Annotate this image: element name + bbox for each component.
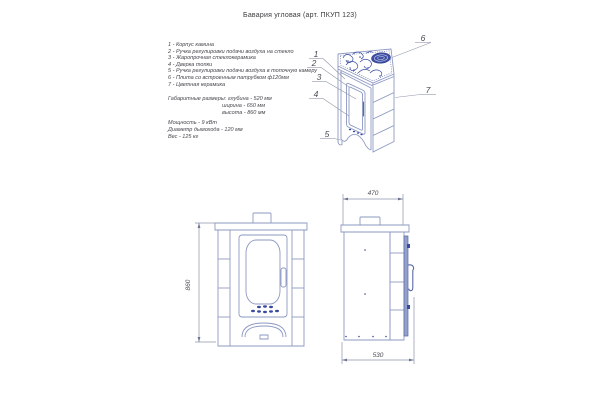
stove-body (344, 232, 390, 340)
legend-item: 6 - Плита со встроенным патрубком ф120мм (168, 74, 289, 81)
spec-depth: глубина - 520 мм (227, 96, 272, 102)
callout-6: 6 (420, 33, 426, 43)
door-handle (281, 268, 286, 287)
top-plate (341, 225, 409, 232)
rivet-dots (345, 249, 387, 337)
tile-column (390, 232, 404, 340)
legend-item: 2 - Ручка регулировки подачи воздуха на стекло (168, 48, 294, 55)
tile-joints (390, 253, 404, 310)
dimension-860 (185, 223, 216, 342)
door-handle (408, 265, 414, 291)
ash-pan-arch (242, 323, 286, 339)
spec-width: ширина - 650 мм (222, 102, 265, 109)
dim-860-label: 860 (185, 279, 192, 291)
callout-2: 2 (311, 58, 317, 68)
spec-dims-label: Габаритные размеры: (168, 96, 227, 102)
callout-7: 7 (425, 85, 431, 95)
legend-item: 1 - Корпус камина (168, 42, 214, 48)
stove-side-outline (341, 217, 414, 340)
dim-530-label: 530 (372, 352, 384, 359)
dimension-530 (342, 297, 414, 364)
spec-weight: Вес - 125 кг (168, 133, 199, 140)
legend-item: 7 - Цветная керамика (168, 81, 226, 88)
legend-item: 5 - Ручка регулировки подачи воздуха в топочную камеру (168, 68, 317, 75)
dim-470-label: 470 (367, 190, 379, 197)
front-view (150, 190, 330, 370)
top-plate (215, 223, 307, 230)
ceramic-tile-column (373, 77, 394, 153)
callout-1: 1 (313, 49, 319, 59)
chimney-stub (360, 217, 380, 225)
tile-joints (218, 259, 304, 317)
stove-body (218, 230, 304, 346)
callout-4: 4 (313, 89, 319, 99)
stove-front-outline (215, 213, 307, 346)
specs-block (168, 96, 272, 140)
side-view (330, 185, 450, 380)
stove-front-face (338, 69, 371, 150)
door-edge-strip (404, 236, 408, 336)
page-title: Бавария угловая (арт. ПКУП 123) (243, 12, 357, 19)
spec-flue-diameter: Диаметр дымохода - 120 мм (168, 126, 243, 133)
door-glass (349, 87, 363, 130)
callout-5: 5 (324, 129, 330, 139)
perspective-view (298, 28, 468, 160)
door-glass (246, 240, 280, 304)
callout-3: 3 (316, 72, 322, 82)
stove-top-plate (338, 49, 394, 86)
parts-legend (168, 42, 317, 88)
air-vents (251, 305, 279, 313)
chimney-stub (253, 213, 271, 224)
spec-line-dimensions (168, 96, 272, 103)
legend-item: 4 - Дверка топки (168, 61, 213, 68)
spec-height: высота - 860 мм (222, 109, 266, 116)
legend-item: 3 - Жаропрочная стеклокерамика (168, 55, 256, 62)
spec-power: Мощность - 9 кВт (168, 119, 217, 126)
